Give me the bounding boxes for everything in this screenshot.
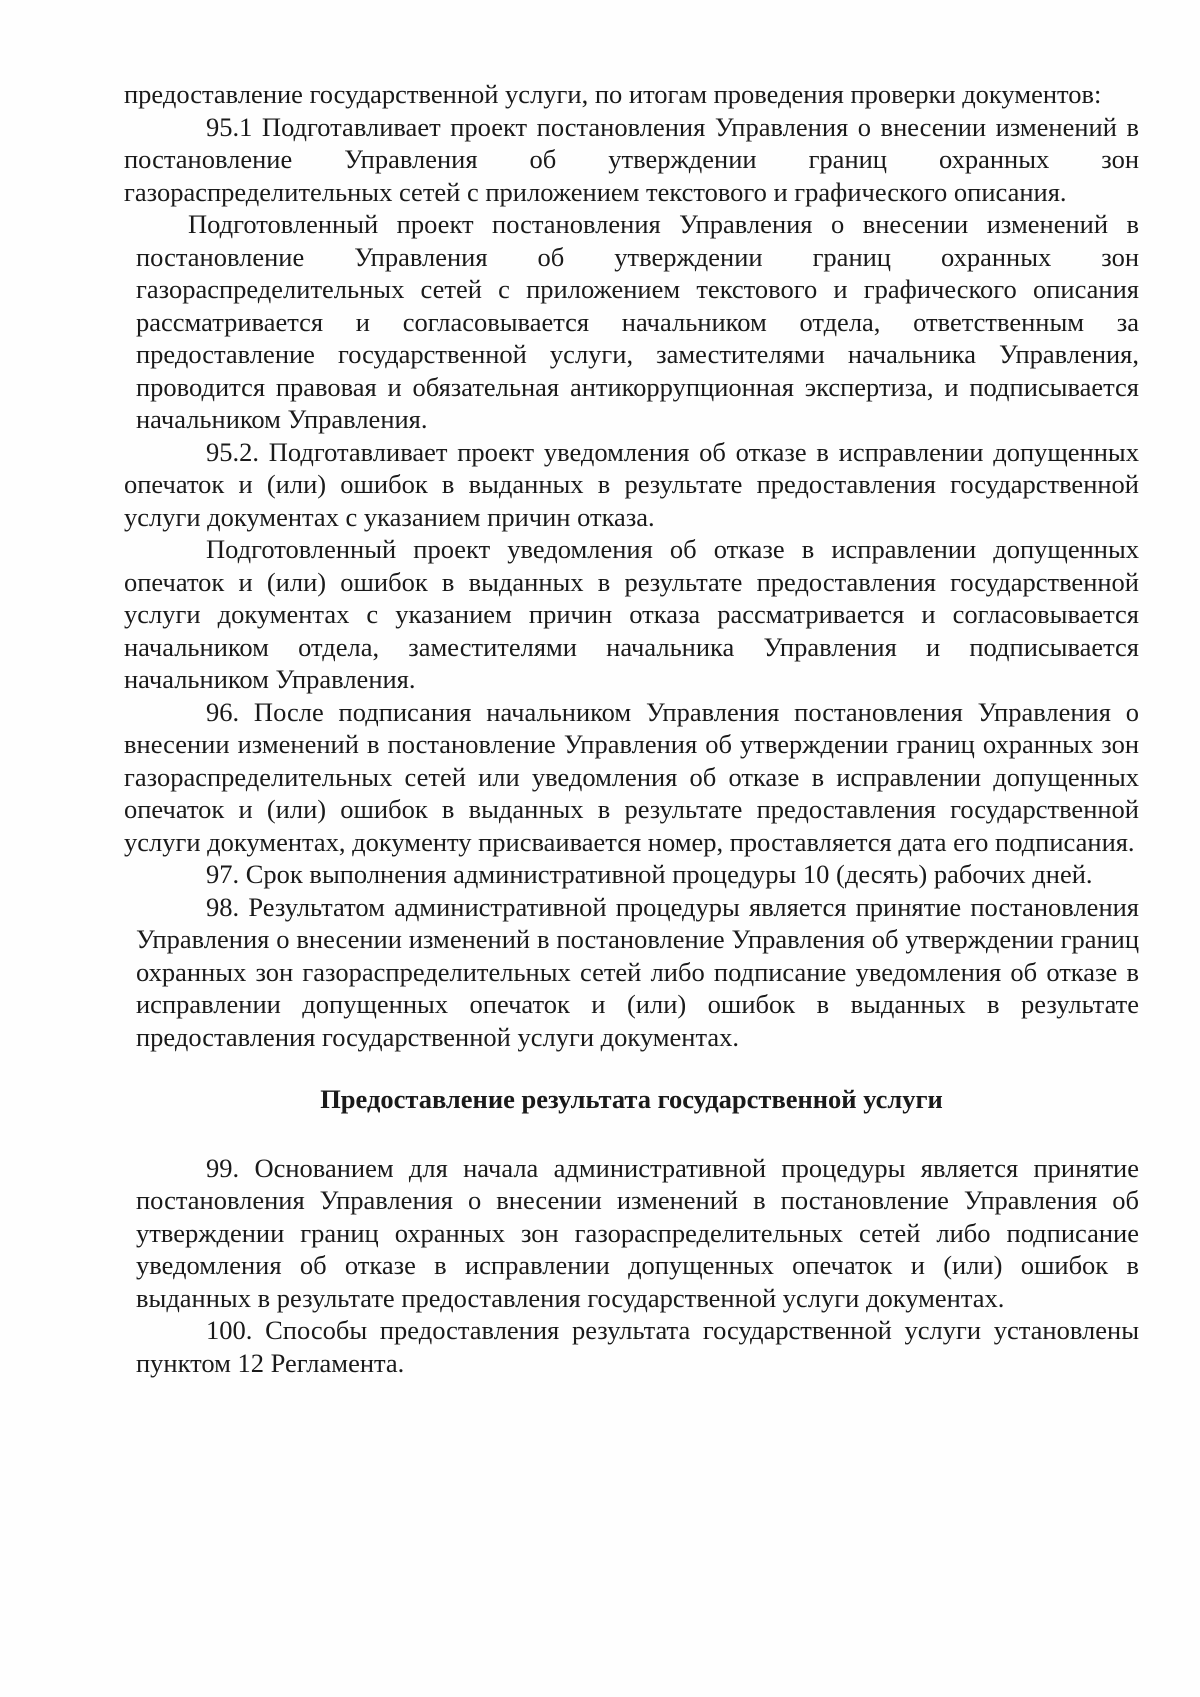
paragraph-95-1: 95.1 Подготавливает проект постановления Управления о внесении изменений в постановление Управления об утверждении границ охранных зон газораспределительных сетей с приложением текстового и графического описания. bbox=[124, 111, 1139, 207]
paragraph-98: 98. Результатом административной процедуры является принятие постановления Управления о внесении изменений в постановление Управления об утверждении границ охранных зон газораспределительных сетей либо подписание уведомления об отказе в исправлении допущенных опечаток и (или) ошибок в выданных в результате предоставления государственной услуги документах. bbox=[136, 891, 1139, 1052]
document-body bbox=[124, 78, 1139, 1379]
paragraph-96: 96. После подписания начальником Управления постановления Управления о внесении изменений в постановление Управления об утверждении границ охранных зон газораспределительных сетей или уведомления об отказе в исправлении допущенных опечаток и (или) ошибок в выданных в результате предоставления государственной услуги документах, документу присваивается номер, проставляется дата его подписания. bbox=[124, 696, 1139, 857]
paragraph-95-2: 95.2. Подготавливает проект уведомления об отказе в исправлении допущенных опечаток и (или) ошибок в выданных в результате предоставления государственной услуги документах с указанием причин отказа. bbox=[124, 436, 1139, 532]
paragraph-99: 99. Основанием для начала административной процедуры является принятие постановления Управления о внесении изменений в постановление Управления об утверждении границ охранных зон газораспределительных сетей либо подписание уведомления об отказе в исправлении допущенных опечаток и (или) ошибок в выданных в результате предоставления государственной услуги документах. bbox=[136, 1152, 1139, 1313]
paragraph-95-1-approval: Подготовленный проект постановления Управления о внесении изменений в постановление Управления об утверждении границ охранных зон газораспределительных сетей с приложением текстового и графического описания рассматривается и согласовывается начальником отдела, ответственным за предоставление государственной услуги, заместителями начальника Управления, проводится правовая и обязательная антикоррупционная экспертиза, и подписывается начальником Управления. bbox=[136, 209, 1139, 434]
section-heading: Предоставление результата государственной услуги bbox=[320, 1084, 943, 1114]
paragraph-intro: предоставление государственной услуги, по итогам проведения проверки документов: bbox=[124, 79, 1102, 109]
paragraph-95-2-approval: Подготовленный проект уведомления об отказе в исправлении допущенных опечаток и (или) ошибок в выданных в результате предоставления государственной услуги документах с указанием причин отказа рассматривается и согласовывается начальником отдела, заместителями начальника Управления и подписывается начальником Управления. bbox=[124, 534, 1139, 694]
paragraph-97: 97. Срок выполнения административной процедуры 10 (десять) рабочих дней. bbox=[206, 859, 1093, 889]
paragraph-100: 100. Способы предоставления результата государственной услуги установлены пунктом 12 Регламента. bbox=[136, 1315, 1139, 1378]
